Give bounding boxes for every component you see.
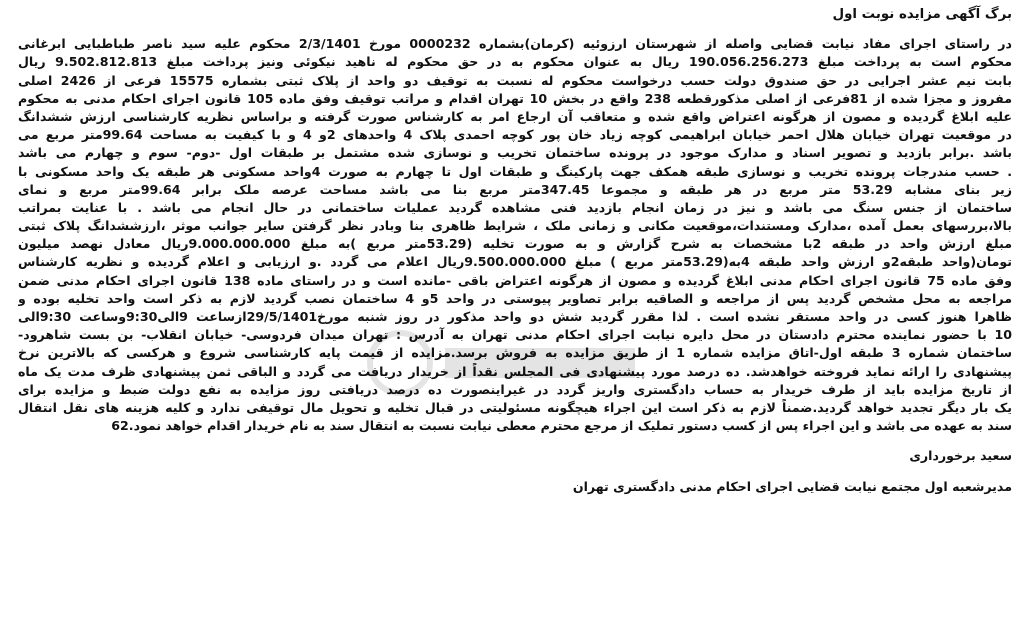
notice-body-line: پیشنهادی را ارائه نماید فروخته خواهدشد. ده درصد مورد پیشنهادی فی المجلس نقداً از خریدار دریافت می گردد و الباقی ثمن پیشنهادی ظرف مدت یک ماه <box>18 363 1012 379</box>
notice-body-line: ساختمان شماره 3 طبقه اول-اتاق مزایده شماره 1 از طریق مزایده به فروش برسد.مزایده از قیمت پایه کارشناسی شروع و هرکسی که بالاترین نرخ <box>18 345 1012 361</box>
notice-body-line: تومان(واحد طبقه2و ارزش واحد طبقه 4به(53.29متر مربع ) مبلغ 9.500.000.000ریال اعلام می گردد .و ارزیابی و اعلام گردیده و نظریه کارشناس <box>18 254 1012 270</box>
notice-body-line: 10 با حضور نماینده محترم دادستان در محل دایره نیابت اجرای احکام مدنی تهران به آدرس : تهران میدان فردوسی- خیابان انقلاب- بن بست شاهرود- <box>18 327 1012 343</box>
notice-body-line: از تاریخ مزایده باید از طرف خریدار به حساب دادگستری واریز گردد در غیراینصورت ده درصد دریافتی روز مزایده به نفع دولت ضبط و مزایده برای <box>18 381 1012 397</box>
notice-document <box>18 6 1012 496</box>
notice-body-line: ساختمان از جنس سنگ می باشد و نیز در زمان انجام بازدید فنی مشاهده گردید عملیات ساختمانی در حال انجام می باشد . با عنایت بمراتب <box>18 199 1012 215</box>
notice-body-line: . حسب مندرجات پرونده تخریب و نوسازی طبقه همکف جهت پارکینگ و طبقات اول تا چهارم به صورت 4واحد مسکونی هر طبقه یک واحد مسکونی با <box>18 163 1012 179</box>
signer-name: سعید برخورداری <box>909 448 1012 464</box>
notice-body-line: مراجعه به محل مشخص گردید پس از مراجعه و الصاقیه برابر تصاویر پیوستی در واحد 5و 4 ساختمان نصب گردید لازم به ذکر است واحد تخلیه بوده و <box>18 290 1012 306</box>
notice-body-line: یک بار دیگر تجدید خواهد گردید.ضمناً لازم به ذکر است این اجراء هیچگونه مسئولیتی در قبال تخلیه و تحویل مال توقیفی ندارد و کلیه هزینه های نقل انتقال <box>18 399 1012 415</box>
notice-body <box>18 35 1012 435</box>
notice-body-line: وفق ماده 75 قانون اجرای احکام مدنی ابلاغ گردیده و مصون از هرگونه اعتراض باقی -مانده است و در راستای ماده 138 قانون اجرای احکام مدنی ضمن <box>18 272 1012 288</box>
notice-body-line: سند به عهده می باشد و این اجراء پس از کسب دستور تملیک از مرجع محترم معطی نیابت نسبت به انتقال سند به نام خریدار اقدام خواهد نمود.62 <box>111 418 1012 434</box>
notice-body-line: در راستای اجرای مفاد نیابت قضایی واصله از شهرستان ارزوئیه (کرمان)بشماره 0000232 مورخ 2/3/1401 محکوم علیه سید ناصر طباطبایی ابرغانی <box>18 36 1012 52</box>
notice-body-line: زیر بنای مشابه 53.29 متر مربع در هر طبقه و مجموعا 347.45متر مربع بنا می باشد مساحت عرصه ملک برابر 99.64متر مربع و نمای <box>18 181 1012 197</box>
notice-title: برگ آگهی مزایده نوبت اول <box>832 7 1012 22</box>
notice-body-line: ظاهرا هنوز کسی در واحد مستقر نشده است . لذا مقرر گردید شش دو واحد مذکور در روز شنبه مورخ29/5/1401ازساعت 9الی9:30وساعت 9:30الی <box>18 309 1012 325</box>
notice-body-line: در موقعیت تهران خیابان هلال احمر خیابان ابراهیمی کوچه زیاد خان پور کوچه احمدی پلاک 4 واحدهای 2و 4 و با کیفیت به مساحت 99.64متر مربع می <box>18 127 1012 143</box>
signer-position: مدیرشعبه اول مجتمع نیابت قضایی اجرای احکام مدنی دادگستری تهران <box>572 478 1012 494</box>
spacer <box>18 435 1012 447</box>
notice-body-line: بابت نیم عشر اجرایی در حق صندوق دولت حسب درخواست محکوم له نسبت به توقیف دو واحد از پلاک ثبتی بشماره 15575 فرعی از 2426 اصلی <box>18 72 1012 88</box>
notice-body-line: محکوم است به پرداخت مبلغ 190.056.256.273 ریال به عنوان محکوم به در حق محکوم له ناهید نیکوئی ونیز پرداخت مبلغ 9.502.812.813 ریال <box>18 54 1012 70</box>
notice-body-line: مفروز و مجزا شده از 81فرعی از اصلی مذکورقطعه 238 واقع در بخش 10 تهران اقدام و مراتب توقیف وفق ماده 105 قانون اجرای احکام مدنی به محکوم <box>18 90 1012 106</box>
notice-body-line: مبلغ ارزش واحد در طبقه 2با مشخصات به شرح گزارش و به صورت تخلیه (53.29متر مربع )به مبلغ 9.000.000.000ریال معادل نهصد میلیون <box>18 236 1012 252</box>
notice-body-line: بالا،بررسهای بعمل آمده ،مدارک ومستندات،موقعیت مکانی و زمانی ملک ، شرایط ظاهری بنا وبادر نظر گرفتن سایر جوانب موثر ،ارزششدانگ پلاک ثبتی <box>18 218 1012 234</box>
notice-body-line: باشد .برابر بازدید و تصویر اسناد و مدارک موجود در پرونده ساختمان تخریب و نوسازی شده مشتمل بر طبقات اول -دوم- سوم و چهارم می باشد <box>18 145 1012 161</box>
notice-body-line: علیه ابلاغ گردیده و مصون از هرگونه اعتراض واقع شده و متعاقب آن ارجاع امر به کارشناس صورت گرفته و براساس نظریه کارشناسی ارزش ششدانگ <box>18 108 1012 124</box>
spacer <box>18 466 1012 478</box>
